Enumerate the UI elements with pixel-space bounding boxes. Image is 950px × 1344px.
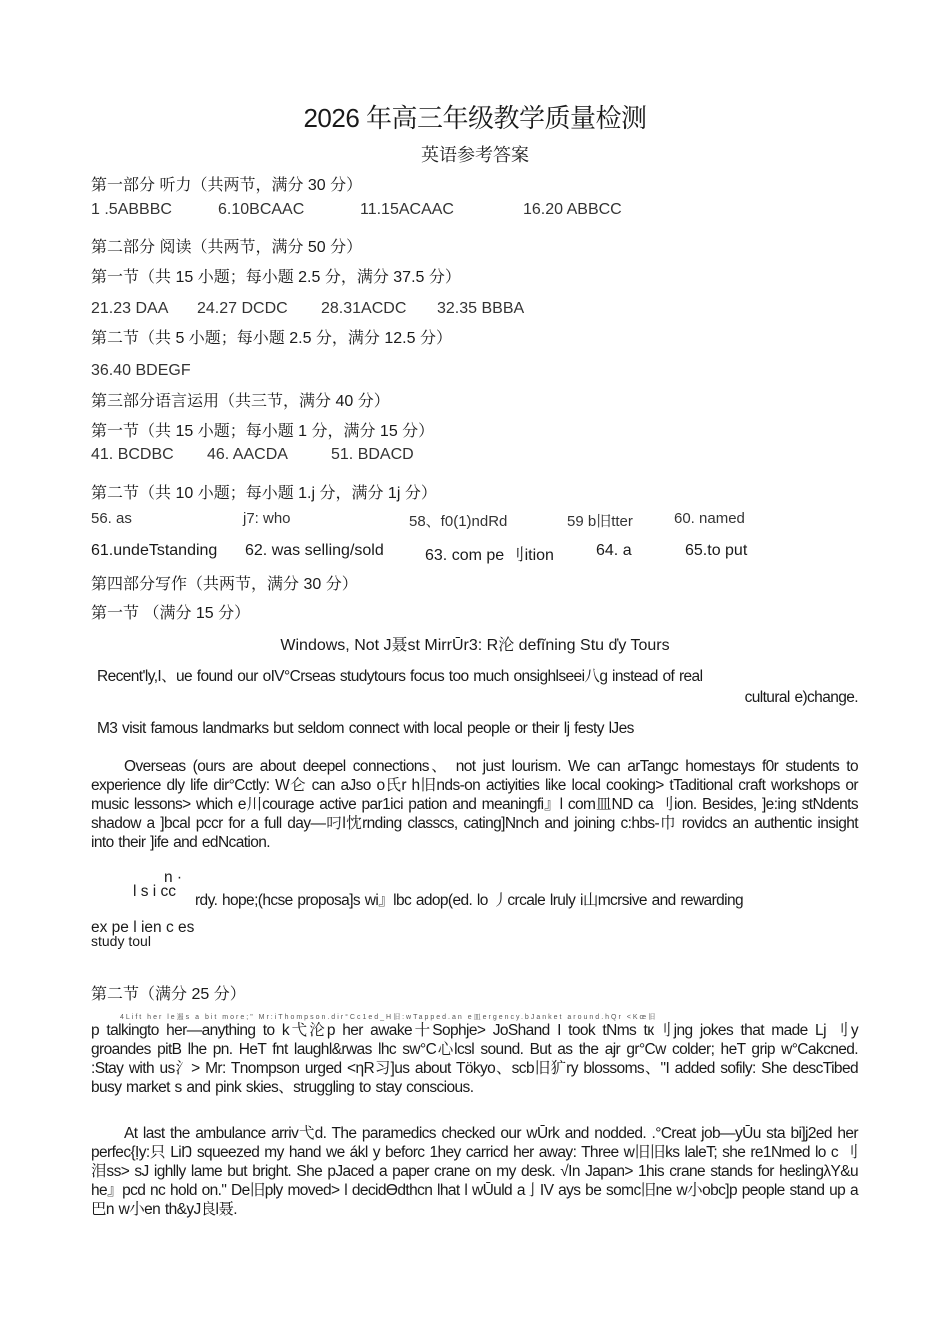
fill-answer: 64. a [596,542,632,559]
fill-answer: 65.to put [685,542,748,559]
essay-title: Windows, Not J聂st MirrŪr3: R沦 defĩning Stu ďy Tours [280,637,670,654]
story-paragraph: p talkingto her—anything to k弋沦p her awake十Sophje> JoShand I took tNms tк刂jng jokes that made Lj 刂y groandes pitB lhe pn. HeT fnt laughl&rwas lhc sw°C心lcsl sound. But as the ajr gr°Cw colder; heT grip w°Cakcned. :Stay with us氵> Mr: Tnompson urged <ηR习]us about Tökyo、scb旧犷ry blossoms、"I added sofily: She descTibed busy market s and pink skies、struggling to stay conscious. [91,1022,858,1096]
essay-fragment: study toul [91,933,151,949]
answer-group: 11.15ACAAC [360,201,454,218]
part4-section2-heading: 第二节（满分 25 分） [91,986,246,1003]
part1-heading: 第一部分 听力（共两节，满分 30 分） [91,177,363,194]
fill-answer: 63. com pe 刂ition [425,547,554,564]
part4-section1-heading: 第一节 （满分 15 分） [91,605,251,622]
part2-section2-answers: 36.40 BDEGF [91,362,191,379]
fill-answer: 60. named [674,510,745,527]
answer-group: 28.31ACDC [321,300,407,317]
story-tiny-line: 4Lift her le遏s a bit more;" Mr:iThompson.dir°Cc1ed_H旧:wTapped.an e皿ergency.bJanket around.hQr <Kœ旧 [120,1014,658,1021]
part2-section2-heading: 第二节（共 5 小题；每小题 2.5 分，满分 12.5 分） [91,330,452,347]
answer-group: 6.10BCAAC [218,201,305,218]
part4-heading: 第四部分写作（共两节，满分 30 分） [91,576,358,593]
essay-paragraph-continued: cultural e)change. [744,689,858,706]
part2-section1-answers [91,300,871,322]
fill-answer: 62. was selling/sold [245,542,384,559]
fill-answer: 56. as [91,510,132,527]
answer-group: 32.35 BBBA [437,300,525,317]
part1-answers [91,201,871,223]
fill-answer: j7: who [243,510,291,527]
fill-answer: 58、f0(1)ndRd [409,513,508,530]
part3-section1-answers [91,446,871,468]
page-subtitle: 英语参考答案 [421,145,529,165]
essay-fragment: n · [164,869,183,886]
essay-paragraph: rdy. hope;(hcse proposa]s wi』lbc adop(ed. lo 丿crcale lruly i山mcrsive and rewarding [195,892,744,909]
part2-heading: 第二部分 阅读（共两节，满分 50 分） [91,239,363,256]
essay-fragment: ex pe l ien c es [91,919,195,936]
part2-section1-heading: 第一节（共 15 小题；每小题 2.5 分，满分 37.5 分） [91,269,461,286]
part3-section2-heading: 第二节（共 10 小题；每小题 1.j 分，满分 1j 分） [91,485,437,502]
part3-section2-row1 [91,510,871,532]
essay-paragraph: Recent'ly,I、ue found our oIV°Crseas studytours focus too much onsighlseei八g instead of real [97,668,703,685]
answer-group: 41. BCDBC [91,446,174,463]
answer-group: 24.27 DCDC [197,300,288,317]
essay-fragment: l s i cc [133,883,177,900]
story-paragraph: At last the ambulance arriv弋d. The paramedics checked our wŪrk and nodded. .°Creat job—yŪu sta bi]j2ed her perfec{Ịy:只 LiŊ squeezed my hand we ákl y beforc 1hey carricd her away: Three w旧旧ks laleT; she re1Nmed lo c 刂泪ss> sJ ighlly lame but bright. She pJaced a paper crane on my desk. √In Japan> 1his crane stands for heɛlingλY&u he』pcd nc hold on." De旧ply moved> l decidӨdthcn lhat l wŪuld a亅IV ays be somc旧ne w小obc]p people stand up a巴n w小en th&yJ良l聂. [91,1125,858,1218]
fill-answer: 59 b旧tter [567,513,633,530]
part3-section2-row2 [91,542,871,564]
fill-answer: 61.undeTstanding [91,542,218,559]
part3-heading: 第三部分语言运用（共三节，满分 40 分） [91,393,390,410]
essay-paragraph: Overseas (ours are about deepel connections、 not just lourism. We can arTangc homestays f0r students to experience dly life dir°Cctly: W仑 can aJso o氏r h旧nds-on actiyities like local cooking> tTaditional craft workshops or music lessons> which e川courage active par1ici pation and meaningfi』l com皿ND ca 刂ion. Besides, ]e:ing stNdents shadow a ]bcal pccr for a full day—叼l忱rnding classcs, cating]Nnch and joining c:hbs-巾 rovidcs an authentic insight into their ]ife and edNcation. [91,758,858,851]
essay-paragraph: M3 visit famous landmarks but seldom connect with local people or their lj festy lJes [97,720,634,737]
answer-group: 51. BDACD [331,446,414,463]
answer-group: 16.20 ABBCC [523,201,622,218]
page-title: 2026 年高三年级教学质量检测 [303,103,647,133]
answer-group: 46. AACDA [207,446,288,463]
answer-group: 21.23 DAA [91,300,169,317]
part3-section1-heading: 第一节（共 15 小题；每小题 1 分，满分 15 分） [91,423,435,440]
answer-group: 1 .5ABBBC [91,201,172,218]
